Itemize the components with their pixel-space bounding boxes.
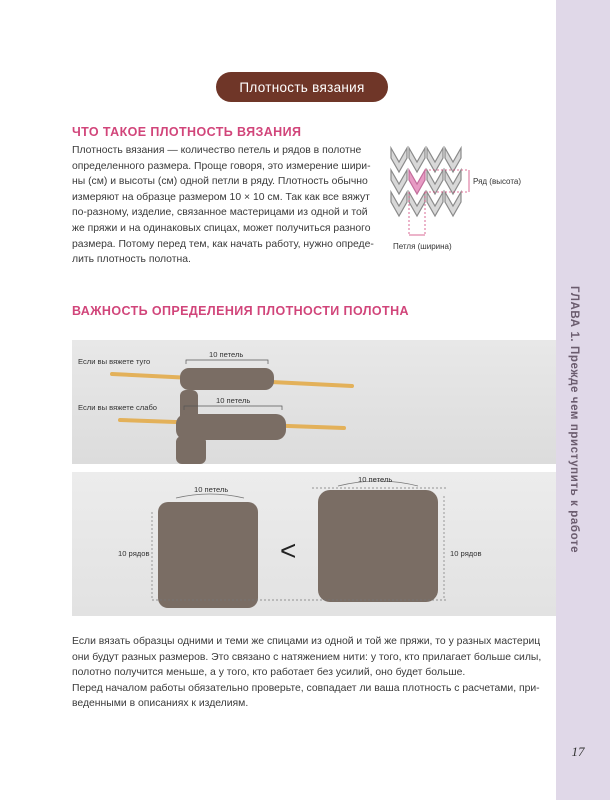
stitches-label-bottom: 10 петель (216, 396, 251, 405)
stitch-width-label: Петля (ширина) (393, 242, 452, 251)
text-line: измеряют на образце размером 10 × 10 см. Так как все вяжут (72, 191, 370, 203)
text-line: размера. Потому перед тем, как начать работу, нужно опреде- (72, 238, 374, 250)
page-number: 17 (571, 744, 585, 759)
photo-swatch-comparison (72, 472, 556, 616)
less-than-symbol: < (280, 535, 297, 566)
small-swatch-rows-label: 10 рядов (118, 549, 150, 558)
chapter-title: ГЛАВА 1. Прежде чем приступить к работе (568, 286, 580, 554)
small-swatch (158, 502, 258, 608)
photo-tension-comparison (72, 340, 556, 464)
tight-knit-label: Если вы вяжете туго (78, 357, 151, 366)
chapter-side-tab (556, 0, 610, 800)
loose-knit-label: Если вы вяжете слабо (78, 403, 158, 412)
text-line: определенного размера. Проще говоря, это измерение шири- (72, 160, 371, 172)
text-line: полотно получится меньше, а у того, кто работает без усилий, оно будет больше. (72, 667, 466, 679)
text-line: Плотность вязания — количество петель и рядов в полотне (72, 145, 362, 156)
large-swatch-rows-label: 10 рядов (450, 549, 482, 558)
text-line: Если вязать образцы одними и теми же спицами из одной и той же пряжи, то у разных мастериц (72, 636, 541, 647)
stitch-grid (391, 148, 461, 216)
text-line: ны (см) и высоты (см) одной петли в ряду. Плотность обычно (72, 176, 368, 188)
large-swatch-stitches-label: 10 петель (358, 475, 393, 484)
heading-importance: ВАЖНОСТЬ ОПРЕДЕЛЕНИЯ ПЛОТНОСТИ ПОЛОТНА (72, 304, 409, 318)
gauge-definition-paragraph (72, 143, 374, 268)
section-title-pill: Плотность вязания (216, 72, 388, 102)
text-line: по-разному, изделие, связанное мастерицами из одной и той (72, 207, 368, 219)
loose-knit-swatch (176, 414, 286, 464)
tension-explanation-paragraph (72, 634, 552, 712)
text-line: веденными в описаниях к изделиям. (72, 698, 249, 710)
small-swatch-stitches-label: 10 петель (194, 485, 229, 494)
large-swatch (318, 490, 438, 602)
text-line: Перед началом работы обязательно проверьте, совпадает ли ваша плотность с расчетами, при- (72, 682, 540, 694)
row-height-label: Ряд (высота) (473, 177, 522, 186)
text-line: они будут разных размеров. Это связано с натяжением нити: у того, кто прилагает больше силы, (72, 651, 542, 663)
stitches-label-top: 10 петель (209, 350, 244, 359)
text-line: же пряжи и на одинаковых спицах, может получиться разного (72, 222, 371, 234)
text-line: лить плотность полотна. (72, 254, 191, 266)
heading-what-is-gauge: ЧТО ТАКОЕ ПЛОТНОСТЬ ВЯЗАНИЯ (72, 125, 302, 139)
stitch-diagram (385, 140, 525, 260)
